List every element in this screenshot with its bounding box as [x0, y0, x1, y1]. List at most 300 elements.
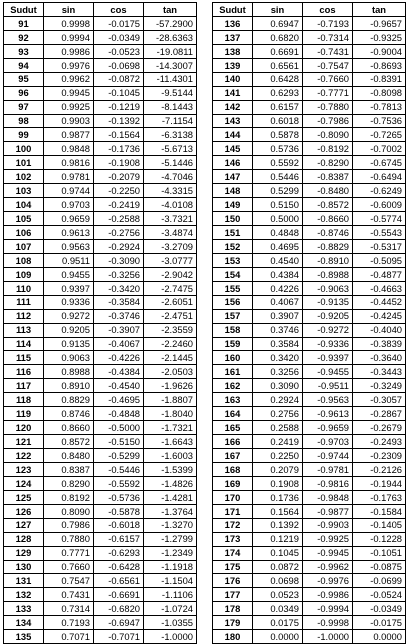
cell-tan: -0.7002 — [353, 142, 406, 156]
cell-sin: 0.7547 — [44, 574, 94, 588]
cell-cos: -0.8660 — [303, 212, 353, 226]
cell-cos: -0.6428 — [94, 560, 144, 574]
cell-sin: 0.8192 — [44, 490, 94, 504]
cell-cos: -0.7880 — [303, 100, 353, 114]
cell-tan: -0.5543 — [353, 226, 406, 240]
cell-tan: -0.1763 — [353, 490, 406, 504]
cell-sudut: 154 — [213, 267, 253, 281]
cell-tan: -1.3764 — [144, 504, 197, 518]
cell-sudut: 177 — [213, 588, 253, 602]
cell-sudut: 100 — [4, 142, 44, 156]
cell-cos: -0.1908 — [94, 156, 144, 170]
cell-tan: -0.8693 — [353, 58, 406, 72]
cell-cos: -0.9659 — [303, 421, 353, 435]
cell-sudut: 127 — [4, 518, 44, 532]
table-row — [213, 602, 406, 616]
cell-sudut: 96 — [4, 86, 44, 100]
cell-tan: -28.6363 — [144, 30, 197, 44]
cell-tan: -0.3640 — [353, 351, 406, 365]
cell-sin: 0.7771 — [44, 546, 94, 560]
cell-tan: -0.5774 — [353, 212, 406, 226]
cell-sudut: 139 — [213, 58, 253, 72]
cell-tan: -0.2309 — [353, 449, 406, 463]
cell-tan: -1.8807 — [144, 393, 197, 407]
cell-sin: 0.9511 — [44, 253, 94, 267]
cell-sin: 0.0523 — [253, 588, 303, 602]
cell-tan: -0.0349 — [353, 602, 406, 616]
cell-tan: -3.4874 — [144, 226, 197, 240]
table-row — [4, 518, 197, 532]
cell-sudut: 111 — [4, 295, 44, 309]
cell-sin: 0.5000 — [253, 212, 303, 226]
cell-sin: 0.0175 — [253, 616, 303, 630]
table-row — [4, 170, 197, 184]
cell-sin: 0.9976 — [44, 58, 94, 72]
cell-sin: 0.8480 — [44, 449, 94, 463]
cell-cos: -0.3420 — [94, 281, 144, 295]
table-row — [213, 128, 406, 142]
cell-sin: 0.3907 — [253, 309, 303, 323]
cell-tan: -3.0777 — [144, 253, 197, 267]
header-sudut: Sudut — [4, 3, 44, 17]
cell-cos: -0.9563 — [303, 393, 353, 407]
cell-cos: -0.9998 — [303, 616, 353, 630]
table-row — [213, 281, 406, 295]
cell-sudut: 142 — [213, 100, 253, 114]
cell-sin: 0.6293 — [253, 86, 303, 100]
cell-sudut: 105 — [4, 212, 44, 226]
cell-sin: 0.7431 — [44, 588, 94, 602]
table-row — [213, 253, 406, 267]
cell-sin: 0.9135 — [44, 337, 94, 351]
cell-sin: 0.8829 — [44, 393, 94, 407]
cell-tan: -14.3007 — [144, 58, 197, 72]
cell-sudut: 132 — [4, 588, 44, 602]
cell-tan: -3.7321 — [144, 212, 197, 226]
cell-sin: 0.8572 — [44, 435, 94, 449]
cell-sudut: 143 — [213, 114, 253, 128]
cell-cos: -0.6293 — [94, 546, 144, 560]
cell-cos: -0.9945 — [303, 546, 353, 560]
cell-tan: -0.3057 — [353, 393, 406, 407]
cell-sin: 0.6691 — [253, 44, 303, 58]
cell-sudut: 93 — [4, 44, 44, 58]
cell-sudut: 148 — [213, 184, 253, 198]
cell-sudut: 163 — [213, 393, 253, 407]
cell-sudut: 174 — [213, 546, 253, 560]
cell-sin: 0.6561 — [253, 58, 303, 72]
cell-sudut: 136 — [213, 16, 253, 30]
cell-tan: -0.2126 — [353, 462, 406, 476]
table-row — [4, 212, 197, 226]
trig-table-left-body — [4, 16, 197, 643]
table-row — [213, 518, 406, 532]
cell-sudut: 137 — [213, 30, 253, 44]
table-row — [213, 407, 406, 421]
cell-cos: -0.8480 — [303, 184, 353, 198]
cell-cos: -0.9986 — [303, 588, 353, 602]
cell-tan: -0.4245 — [353, 309, 406, 323]
table-row — [4, 156, 197, 170]
cell-sudut: 171 — [213, 504, 253, 518]
cell-cos: -0.7193 — [303, 16, 353, 30]
table-row — [213, 504, 406, 518]
cell-sin: 0.9659 — [44, 212, 94, 226]
cell-cos: -0.6820 — [94, 602, 144, 616]
cell-tan: -0.5317 — [353, 239, 406, 253]
cell-tan: -5.1446 — [144, 156, 197, 170]
cell-sin: 0.9613 — [44, 226, 94, 240]
cell-sin: 0.4848 — [253, 226, 303, 240]
cell-tan: -0.1051 — [353, 546, 406, 560]
cell-cos: -0.9925 — [303, 532, 353, 546]
cell-cos: -0.9397 — [303, 351, 353, 365]
cell-cos: -0.5736 — [94, 490, 144, 504]
table-row — [213, 58, 406, 72]
cell-tan: -0.6494 — [353, 170, 406, 184]
header-sudut: Sudut — [213, 3, 253, 17]
cell-cos: -0.5878 — [94, 504, 144, 518]
cell-cos: -0.5299 — [94, 449, 144, 463]
table-header-row — [4, 3, 197, 17]
cell-sin: 0.8910 — [44, 379, 94, 393]
cell-sin: 0.9272 — [44, 309, 94, 323]
cell-cos: -0.8910 — [303, 253, 353, 267]
cell-sudut: 149 — [213, 198, 253, 212]
table-row — [4, 309, 197, 323]
cell-sin: 0.7193 — [44, 616, 94, 630]
cell-tan: 0.0000 — [353, 630, 406, 644]
cell-sin: 0.9986 — [44, 44, 94, 58]
table-row — [213, 546, 406, 560]
cell-cos: -0.5000 — [94, 421, 144, 435]
table-row — [4, 44, 197, 58]
cell-sin: 0.7986 — [44, 518, 94, 532]
cell-sudut: 112 — [4, 309, 44, 323]
cell-tan: -2.6051 — [144, 295, 197, 309]
cell-sin: 0.1564 — [253, 504, 303, 518]
cell-sin: 0.5150 — [253, 198, 303, 212]
cell-sudut: 173 — [213, 532, 253, 546]
table-row — [4, 100, 197, 114]
cell-tan: -0.6745 — [353, 156, 406, 170]
cell-sin: 0.9455 — [44, 267, 94, 281]
cell-cos: -0.4226 — [94, 351, 144, 365]
cell-sin: 0.2419 — [253, 435, 303, 449]
cell-sin: 0.5446 — [253, 170, 303, 184]
table-row — [213, 532, 406, 546]
cell-cos: -0.2756 — [94, 226, 144, 240]
table-row — [4, 184, 197, 198]
cell-cos: -0.9135 — [303, 295, 353, 309]
cell-tan: -0.8391 — [353, 72, 406, 86]
cell-sin: 0.8988 — [44, 365, 94, 379]
cell-tan: -0.1584 — [353, 504, 406, 518]
cell-tan: -1.0000 — [144, 630, 197, 644]
cell-sin: 0.9336 — [44, 295, 94, 309]
cell-sudut: 107 — [4, 239, 44, 253]
cell-tan: -0.0699 — [353, 574, 406, 588]
cell-cos: -0.9994 — [303, 602, 353, 616]
table-row — [213, 226, 406, 240]
cell-tan: -2.9042 — [144, 267, 197, 281]
cell-sin: 0.7071 — [44, 630, 94, 644]
cell-sin: 0.8090 — [44, 504, 94, 518]
cell-tan: -0.0175 — [353, 616, 406, 630]
table-row — [4, 476, 197, 490]
cell-tan: -1.3270 — [144, 518, 197, 532]
cell-sin: 0.9998 — [44, 16, 94, 30]
table-row — [213, 630, 406, 644]
cell-cos: -0.4848 — [94, 407, 144, 421]
table-row — [4, 630, 197, 644]
cell-tan: -0.7813 — [353, 100, 406, 114]
table-row — [4, 142, 197, 156]
cell-sudut: 123 — [4, 462, 44, 476]
cell-cos: -0.1045 — [94, 86, 144, 100]
cell-cos: -0.5150 — [94, 435, 144, 449]
table-row — [213, 72, 406, 86]
cell-sudut: 109 — [4, 267, 44, 281]
cell-sin: 0.3256 — [253, 365, 303, 379]
cell-cos: -0.9703 — [303, 435, 353, 449]
cell-sudut: 129 — [4, 546, 44, 560]
cell-sin: 0.1045 — [253, 546, 303, 560]
header-tan: tan — [144, 3, 197, 17]
cell-cos: -0.6947 — [94, 616, 144, 630]
cell-sudut: 118 — [4, 393, 44, 407]
cell-tan: -0.1405 — [353, 518, 406, 532]
cell-cos: -0.8572 — [303, 198, 353, 212]
cell-sudut: 95 — [4, 72, 44, 86]
cell-sin: 0.4540 — [253, 253, 303, 267]
cell-cos: -0.7314 — [303, 30, 353, 44]
table-row — [213, 86, 406, 100]
cell-sin: 0.9063 — [44, 351, 94, 365]
cell-cos: -0.9877 — [303, 504, 353, 518]
table-row — [213, 560, 406, 574]
cell-sudut: 110 — [4, 281, 44, 295]
cell-sin: 0.0349 — [253, 602, 303, 616]
cell-sudut: 104 — [4, 198, 44, 212]
cell-cos: -0.4540 — [94, 379, 144, 393]
trig-table-right-body — [213, 16, 406, 643]
table-row — [4, 365, 197, 379]
cell-sudut: 103 — [4, 184, 44, 198]
cell-sudut: 126 — [4, 504, 44, 518]
table-row — [4, 407, 197, 421]
cell-sudut: 113 — [4, 323, 44, 337]
table-row — [4, 226, 197, 240]
cell-sin: 0.5736 — [253, 142, 303, 156]
cell-cos: -0.7660 — [303, 72, 353, 86]
table-row — [213, 184, 406, 198]
cell-tan: -1.0724 — [144, 602, 197, 616]
cell-cos: -0.9063 — [303, 281, 353, 295]
table-row — [213, 588, 406, 602]
cell-cos: -0.0872 — [94, 72, 144, 86]
cell-cos: -0.3256 — [94, 267, 144, 281]
cell-cos: -0.8746 — [303, 226, 353, 240]
table-row — [4, 602, 197, 616]
table-row — [213, 393, 406, 407]
table-row — [213, 365, 406, 379]
cell-cos: -0.4067 — [94, 337, 144, 351]
table-row — [213, 267, 406, 281]
cell-sudut: 159 — [213, 337, 253, 351]
table-row — [4, 588, 197, 602]
table-row — [213, 198, 406, 212]
cell-tan: -2.7475 — [144, 281, 197, 295]
cell-sudut: 131 — [4, 574, 44, 588]
table-row — [4, 72, 197, 86]
cell-tan: -0.2867 — [353, 407, 406, 421]
table-row — [4, 490, 197, 504]
cell-tan: -1.6003 — [144, 449, 197, 463]
table-row — [4, 435, 197, 449]
table-row — [4, 281, 197, 295]
cell-cos: -0.0698 — [94, 58, 144, 72]
cell-cos: -0.3090 — [94, 253, 144, 267]
cell-cos: -0.6157 — [94, 532, 144, 546]
cell-cos: -0.8290 — [303, 156, 353, 170]
table-row — [4, 16, 197, 30]
cell-tan: -1.1504 — [144, 574, 197, 588]
cell-sin: 0.1908 — [253, 476, 303, 490]
cell-sin: 0.4067 — [253, 295, 303, 309]
cell-sudut: 101 — [4, 156, 44, 170]
cell-tan: -1.2799 — [144, 532, 197, 546]
cell-tan: -5.6713 — [144, 142, 197, 156]
cell-tan: -1.6643 — [144, 435, 197, 449]
cell-sudut: 168 — [213, 462, 253, 476]
table-row — [4, 295, 197, 309]
cell-cos: -0.8387 — [303, 170, 353, 184]
cell-sin: 0.6018 — [253, 114, 303, 128]
table-row — [213, 114, 406, 128]
cell-cos: -0.9781 — [303, 462, 353, 476]
cell-sin: 0.8387 — [44, 462, 94, 476]
cell-cos: -0.0523 — [94, 44, 144, 58]
cell-sin: 0.5299 — [253, 184, 303, 198]
table-row — [213, 616, 406, 630]
cell-sudut: 97 — [4, 100, 44, 114]
cell-sin: 0.9945 — [44, 86, 94, 100]
cell-cos: -0.9848 — [303, 490, 353, 504]
cell-sin: 0.3090 — [253, 379, 303, 393]
cell-cos: -0.8090 — [303, 128, 353, 142]
table-row — [213, 170, 406, 184]
cell-sin: 0.7314 — [44, 602, 94, 616]
cell-sudut: 169 — [213, 476, 253, 490]
cell-cos: -0.6561 — [94, 574, 144, 588]
cell-sudut: 102 — [4, 170, 44, 184]
cell-cos: -0.9816 — [303, 476, 353, 490]
cell-sin: 0.9781 — [44, 170, 94, 184]
table-row — [213, 462, 406, 476]
cell-sudut: 147 — [213, 170, 253, 184]
cell-sudut: 176 — [213, 574, 253, 588]
cell-sin: 0.7880 — [44, 532, 94, 546]
table-row — [4, 560, 197, 574]
cell-tan: -0.0524 — [353, 588, 406, 602]
cell-sin: 0.9397 — [44, 281, 94, 295]
cell-sudut: 125 — [4, 490, 44, 504]
cell-sudut: 117 — [4, 379, 44, 393]
cell-tan: -4.7046 — [144, 170, 197, 184]
cell-sudut: 128 — [4, 532, 44, 546]
cell-sudut: 167 — [213, 449, 253, 463]
table-row — [213, 323, 406, 337]
cell-sin: 0.0872 — [253, 560, 303, 574]
cell-cos: -0.9744 — [303, 449, 353, 463]
cell-cos: -0.3746 — [94, 309, 144, 323]
cell-tan: -0.1228 — [353, 532, 406, 546]
cell-sudut: 160 — [213, 351, 253, 365]
table-row — [4, 128, 197, 142]
table-row — [213, 295, 406, 309]
cell-sudut: 170 — [213, 490, 253, 504]
cell-cos: -0.2079 — [94, 170, 144, 184]
cell-cos: -0.5446 — [94, 462, 144, 476]
cell-sudut: 106 — [4, 226, 44, 240]
cell-cos: -0.6018 — [94, 518, 144, 532]
cell-sudut: 94 — [4, 58, 44, 72]
table-row — [4, 198, 197, 212]
cell-tan: -1.4281 — [144, 490, 197, 504]
cell-tan: -1.5399 — [144, 462, 197, 476]
cell-cos: -0.4384 — [94, 365, 144, 379]
cell-tan: -4.3315 — [144, 184, 197, 198]
cell-cos: -0.7071 — [94, 630, 144, 644]
cell-sudut: 151 — [213, 226, 253, 240]
cell-cos: -0.7986 — [303, 114, 353, 128]
cell-cos: -0.6691 — [94, 588, 144, 602]
cell-tan: -0.6249 — [353, 184, 406, 198]
cell-sudut: 150 — [213, 212, 253, 226]
cell-tan: -0.2493 — [353, 435, 406, 449]
cell-tan: -2.0503 — [144, 365, 197, 379]
cell-sudut: 108 — [4, 253, 44, 267]
cell-sin: 0.9563 — [44, 239, 94, 253]
table-row — [213, 435, 406, 449]
cell-cos: -0.8988 — [303, 267, 353, 281]
cell-tan: -0.4040 — [353, 323, 406, 337]
table-row — [213, 476, 406, 490]
cell-sudut: 119 — [4, 407, 44, 421]
cell-tan: -1.7321 — [144, 421, 197, 435]
cell-cos: -0.9336 — [303, 337, 353, 351]
table-row — [213, 212, 406, 226]
cell-sudut: 164 — [213, 407, 253, 421]
cell-tan: -0.1944 — [353, 476, 406, 490]
table-row — [4, 86, 197, 100]
cell-sudut: 114 — [4, 337, 44, 351]
cell-cos: -0.0349 — [94, 30, 144, 44]
cell-cos: -0.2924 — [94, 239, 144, 253]
cell-tan: -1.1918 — [144, 560, 197, 574]
table-row — [213, 156, 406, 170]
table-header-row — [213, 3, 406, 17]
cell-sudut: 156 — [213, 295, 253, 309]
table-row — [4, 58, 197, 72]
cell-tan: -1.0355 — [144, 616, 197, 630]
cell-tan: -1.1106 — [144, 588, 197, 602]
cell-sin: 0.6157 — [253, 100, 303, 114]
trig-table-right — [212, 2, 406, 644]
header-sin: sin — [253, 3, 303, 17]
header-sin: sin — [44, 3, 94, 17]
